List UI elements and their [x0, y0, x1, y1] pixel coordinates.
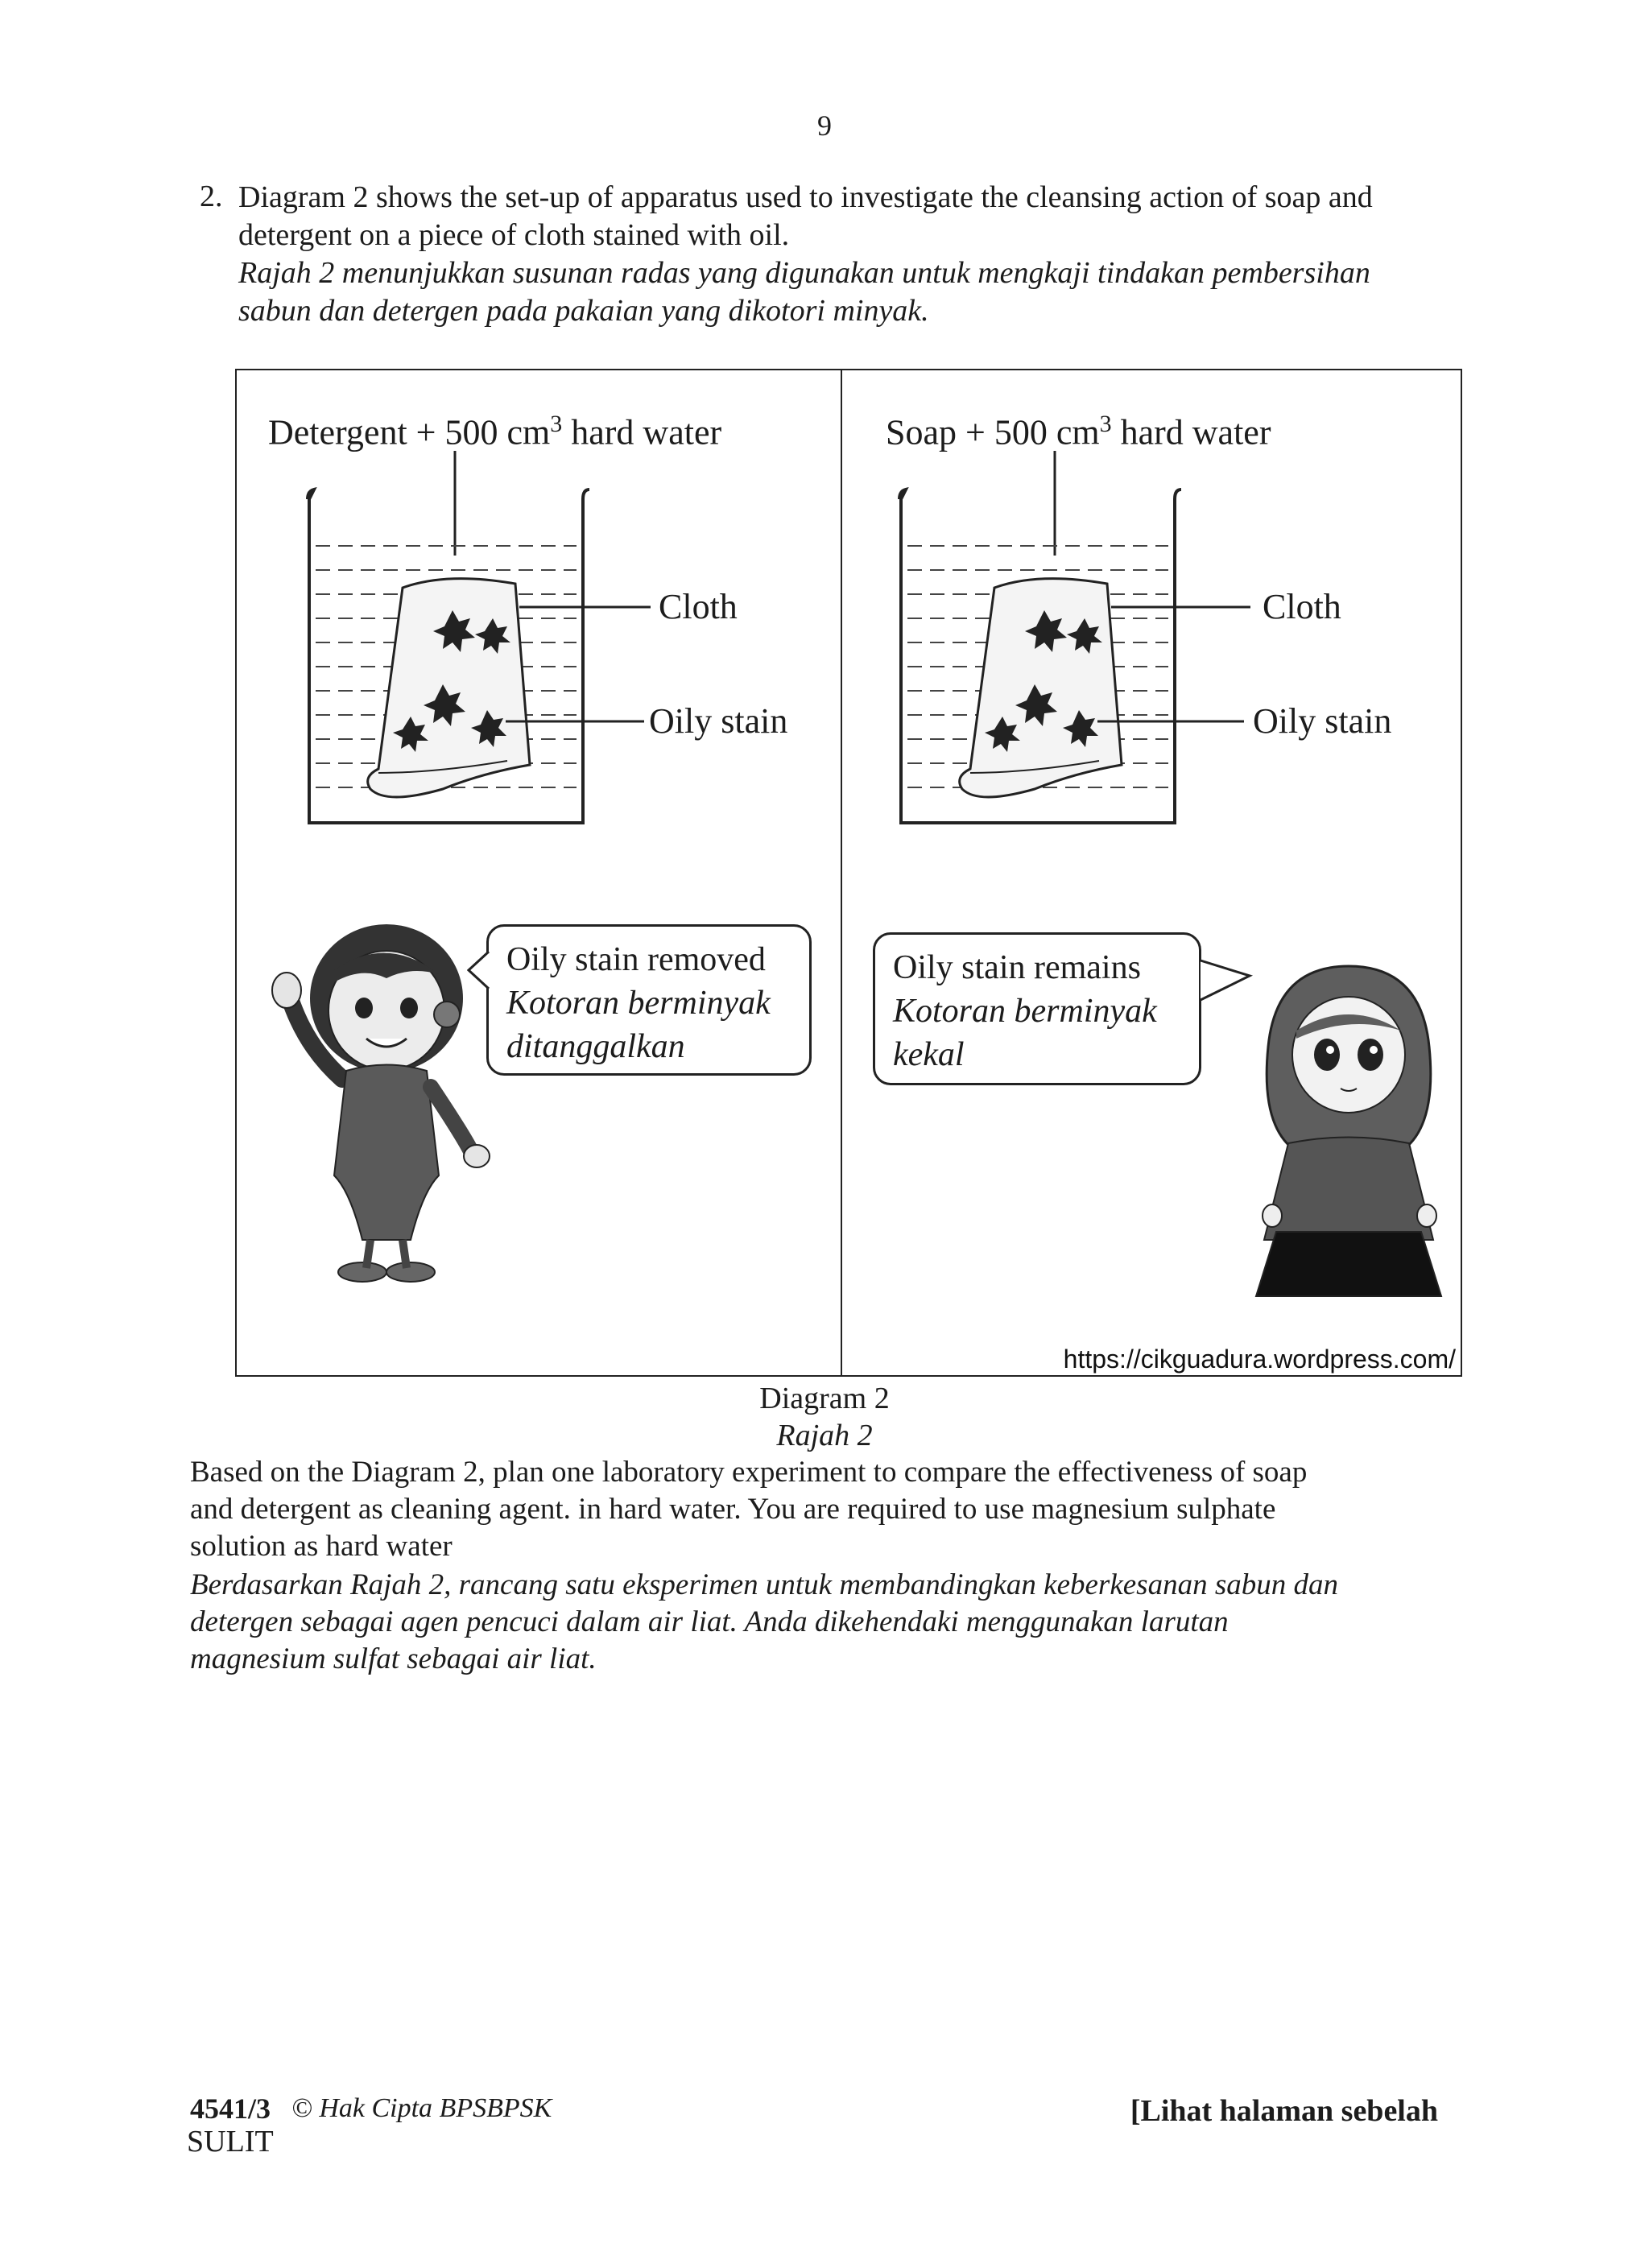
- hijab-character-illustration: [1240, 950, 1457, 1304]
- left-bubble-ms-2: ditanggalkan: [506, 1028, 685, 1065]
- question-number: 2.: [200, 180, 223, 213]
- left-label-cloth: Cloth: [659, 587, 738, 626]
- right-bubble-en: Oily stain remains: [893, 949, 1141, 986]
- right-bubble-ms-2: kekal: [893, 1036, 965, 1073]
- classification-label: SULIT: [187, 2125, 274, 2159]
- task-ms-line-1: Berdasarkan Rajah 2, rancang satu eksperimen untuk membandingkan keberkesanan sabun dan: [190, 1568, 1338, 1601]
- right-beaker-title: [886, 411, 1271, 453]
- next-page-note: [Lihat halaman sebelah: [1130, 2094, 1438, 2128]
- left-beaker-diagram: [242, 451, 821, 837]
- right-label-oily-stain: Oily stain: [1253, 701, 1392, 741]
- task-en-line-1: Based on the Diagram 2, plan one laboratory experiment to compare the effectiveness of soap: [190, 1456, 1308, 1489]
- right-label-cloth: Cloth: [1263, 587, 1341, 626]
- left-speech-bubble: [486, 924, 812, 1076]
- left-title-main: Detergent + 500 cm: [268, 412, 551, 452]
- intro-en-line-2: detergent on a piece of cloth stained with oil.: [238, 218, 790, 252]
- right-title-sup: 3: [1099, 411, 1112, 437]
- left-beaker-title: [268, 411, 721, 453]
- diagram-caption-ms: Rajah 2: [776, 1419, 873, 1452]
- left-bubble-tail: [467, 950, 491, 990]
- left-label-oily-stain: Oily stain: [649, 701, 788, 741]
- left-title-rest: hard water: [562, 412, 722, 452]
- source-credit-url: https://cikguadura.wordpress.com/: [1063, 1345, 1456, 1374]
- right-beaker-diagram: [833, 451, 1413, 837]
- right-title-main: Soap + 500 cm: [886, 412, 1100, 452]
- paper-code: 4541/3: [190, 2092, 271, 2125]
- task-ms-line-2: detergen sebagai agen pencuci dalam air liat. Anda dikehendaki menggunakan larutan: [190, 1605, 1229, 1638]
- right-speech-bubble: [873, 932, 1201, 1085]
- left-title-sup: 3: [550, 411, 563, 437]
- diagram-caption-en: Diagram 2: [759, 1382, 890, 1415]
- right-title-rest: hard water: [1111, 412, 1271, 452]
- task-en-line-2: and detergent as cleaning agent. in hard water. You are required to use magnesium sulphate: [190, 1493, 1276, 1526]
- left-bubble-ms-1: Kotoran berminyak: [506, 985, 771, 1022]
- intro-ms-line-1: Rajah 2 menunjukkan susunan radas yang digunakan untuk mengkaji tindakan pembersihan: [238, 256, 1370, 290]
- intro-ms-line-2: sabun dan detergen pada pakaian yang dikotori minyak.: [238, 294, 929, 328]
- copyright-notice: © Hak Cipta BPSBPSK: [291, 2093, 552, 2123]
- question-intro-ms: [238, 254, 1446, 330]
- right-bubble-ms-1: Kotoran berminyak: [893, 993, 1157, 1030]
- intro-en-line-1: Diagram 2 shows the set-up of apparatus used to investigate the cleansing action of soap and: [238, 180, 1373, 214]
- page-number: 9: [817, 109, 832, 142]
- task-paragraph-ms: [190, 1567, 1443, 1678]
- question-intro-en: [238, 179, 1446, 254]
- left-bubble-en: Oily stain removed: [506, 941, 766, 978]
- task-paragraph-en: [190, 1454, 1443, 1565]
- task-ms-line-3: magnesium sulfat sebagai air liat.: [190, 1642, 597, 1675]
- task-en-line-3: solution as hard water: [190, 1530, 453, 1563]
